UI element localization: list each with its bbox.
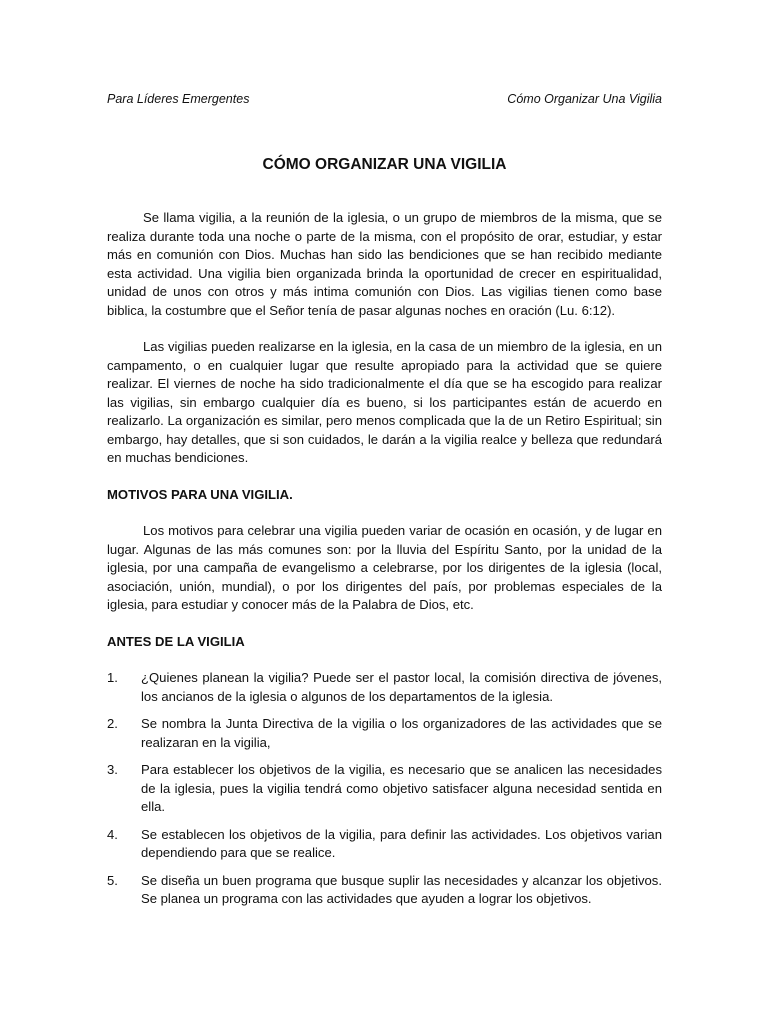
- header-right-text: Cómo Organizar Una Vigilia: [507, 92, 662, 106]
- list-item: [107, 669, 662, 706]
- location-paragraph: Las vigilias pueden realizarse en la iglesia, en la casa de un miembro de la iglesia, en un campamento, o en cualquier lugar que resulte apropiado para la actividad que se quiere realizar. El viernes de noche ha sido tradicionalmente el día que se ha escogido para realizar las vigilias, sin embargo cualquier día es bueno, si los participantes están de acuerdo en realizarlo. La organización es similar, pero menos complicada que la de un Retiro Espiritual; sin embargo, hay detalles, que si son cuidados, le darán a la vigilia realce y belleza que redundará en muchas bendiciones.: [107, 339, 662, 465]
- document-title: CÓMO ORGANIZAR UNA VIGILIA: [262, 156, 507, 173]
- list-item-text: Para establecer los objetivos de la vigilia, es necesario que se analicen las necesidades de la iglesia, pues la vigilia tendrá como objetivo satisfacer alguna necesidad sentida en ella.: [141, 762, 662, 814]
- section-heading-antes: ANTES DE LA VIGILIA: [107, 633, 245, 649]
- list-item: [107, 715, 662, 752]
- list-item: [107, 826, 662, 863]
- list-item-number: 3.: [107, 762, 118, 777]
- list-item-number: 1.: [107, 670, 118, 685]
- intro-paragraph: Se llama vigilia, a la reunión de la iglesia, o un grupo de miembros de la misma, que se realiza durante toda una noche o parte de la misma, con el propósito de orar, estudiar, y estar más en comunión con Dios. Muchas han sido las bendiciones que se han recibido mediante esta actividad. Una vigilia bien organizada brinda la oportunidad de crecer en espiritualidad, unidad de unos con otros y más intima comunión con Dios. Las vigilias tienen como base biblica, la costumbre que el Señor tenía de pasar algunas noches en oración (Lu. 6:12).: [107, 210, 662, 318]
- running-header: [107, 91, 662, 107]
- header-left-text: Para Líderes Emergentes: [107, 92, 250, 106]
- list-item-text: Se diseña un buen programa que busque suplir las necesidades y alcanzar los objetivos. Se planea un programa con las actividades que ayuden a lograr los objetivos.: [141, 872, 662, 906]
- list-item-number: 5.: [107, 872, 118, 888]
- list-item-text: Se establecen los objetivos de la vigilia, para definir las actividades. Los objetivos varian dependiendo para que se realice.: [141, 826, 662, 860]
- antes-list: [107, 669, 662, 909]
- section-heading-motivos: MOTIVOS PARA UNA VIGILIA.: [107, 486, 293, 502]
- list-item-text: ¿Quienes planean la vigilia? Puede ser el pastor local, la comisión directiva de jóvenes, los ancianos de la iglesia o algunos de los departamentos de la iglesia.: [141, 670, 662, 704]
- motivos-paragraph: Los motivos para celebrar una vigilia pueden variar de ocasión en ocasión, y de lugar en lugar. Algunas de las más comunes son: por la lluvia del Espíritu Santo, por la unidad de la iglesia, por una campaña de evangelismo a celebrarse, por los dirigentes de la iglesia (local, asociación, unión, mundial), o por los dirigentes del país, por problemas especiales de la iglesia, para estudiar y conocer más de la Palabra de Dios, etc.: [107, 523, 662, 612]
- list-item-number: 2.: [107, 716, 118, 731]
- list-item-text: Se nombra la Junta Directiva de la vigilia o los organizadores de las actividades que se realizaran en la vigilia,: [141, 716, 662, 750]
- list-item: [107, 761, 662, 817]
- list-item-number: 4.: [107, 826, 118, 842]
- list-item: [107, 872, 662, 909]
